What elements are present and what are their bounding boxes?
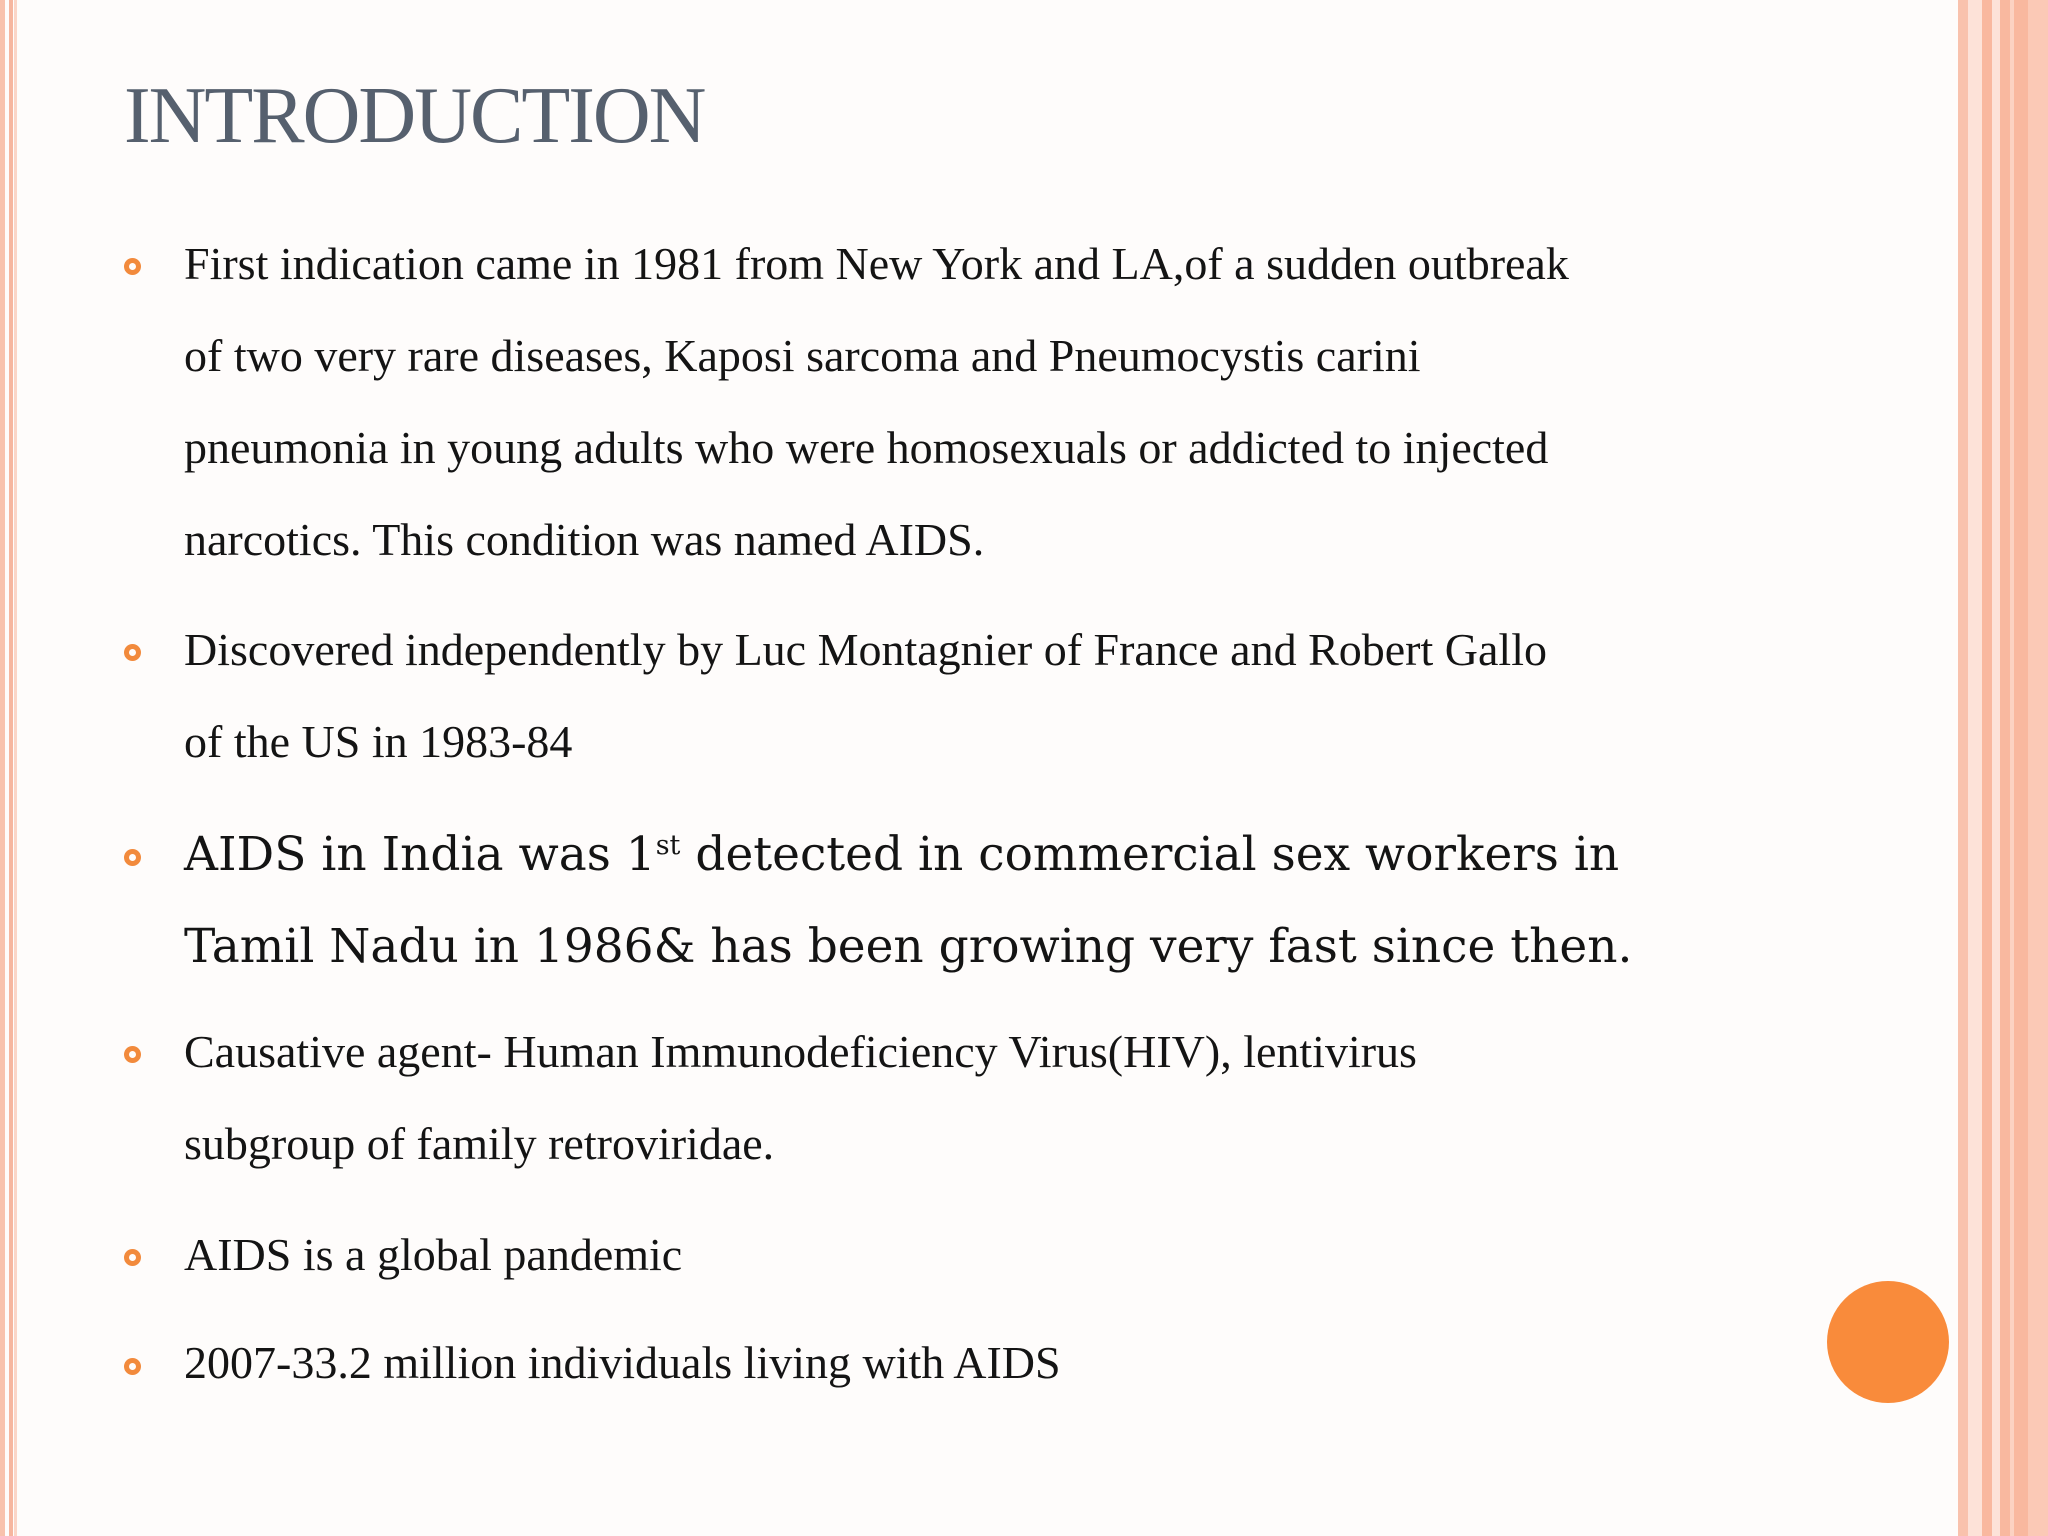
- text-line: Discovered independently by Luc Montagnier of France and Robert Gallo: [184, 624, 1547, 675]
- right-decorative-bar: [1992, 0, 2000, 1536]
- left-border-line: [14, 0, 17, 1536]
- bullet-text-1: [184, 218, 1784, 586]
- right-decorative-bar: [1982, 0, 1992, 1536]
- bullet-text-2: [184, 604, 1784, 788]
- text-line: 2007-33.2 million individuals living with AIDS: [184, 1337, 1061, 1388]
- left-border-line: [0, 0, 5, 1536]
- bullet-ring-icon: [124, 644, 141, 661]
- text-line: of the US in 1983-84: [184, 716, 573, 767]
- orange-circle-decoration: [1827, 1281, 1949, 1403]
- right-decorative-bar: [2014, 0, 2028, 1536]
- bullet-ring-icon: [124, 849, 141, 866]
- text-line: First indication came in 1981 from New York and LA,of a sudden outbreak: [184, 238, 1569, 289]
- right-decorative-bar: [2000, 0, 2010, 1536]
- bullet-ring-icon: [124, 1249, 141, 1266]
- bullet-text-5: [184, 1209, 1784, 1301]
- bullet-ring-icon: [124, 1358, 141, 1375]
- right-decorative-bar: [2028, 0, 2048, 1536]
- bullet-ring-icon: [124, 258, 141, 275]
- slide-title: INTRODUCTION: [124, 72, 705, 160]
- text-line: of two very rare diseases, Kaposi sarcoma and Pneumocystis carini: [184, 330, 1421, 381]
- text-line: narcotics. This condition was named AIDS.: [184, 514, 985, 565]
- bullet-ring-icon: [124, 1046, 141, 1063]
- bullet-text-3: [184, 809, 1784, 993]
- text-line: Causative agent- Human Immunodeficiency Virus(HIV), lentivirus: [184, 1026, 1417, 1077]
- ordinal-superscript: st: [655, 830, 681, 861]
- text-line: Tamil Nadu in 1986& has been growing very fast since then.: [184, 919, 1633, 974]
- text-line: subgroup of family retroviridae.: [184, 1118, 775, 1169]
- text-segment: detected in commercial sex workers in: [680, 827, 1620, 882]
- right-decorative-bar: [1968, 0, 1982, 1536]
- bullet-text-6: [184, 1317, 1784, 1409]
- text-segment: AIDS in India was 1: [184, 827, 656, 882]
- text-line: pneumonia in young adults who were homosexuals or addicted to injected: [184, 422, 1549, 473]
- text-line: AIDS is a global pandemic: [184, 1229, 683, 1280]
- text-line: [184, 809, 1784, 901]
- left-border-line: [9, 0, 13, 1536]
- bullet-text-4: [184, 1006, 1784, 1190]
- right-decorative-bar: [1958, 0, 1968, 1536]
